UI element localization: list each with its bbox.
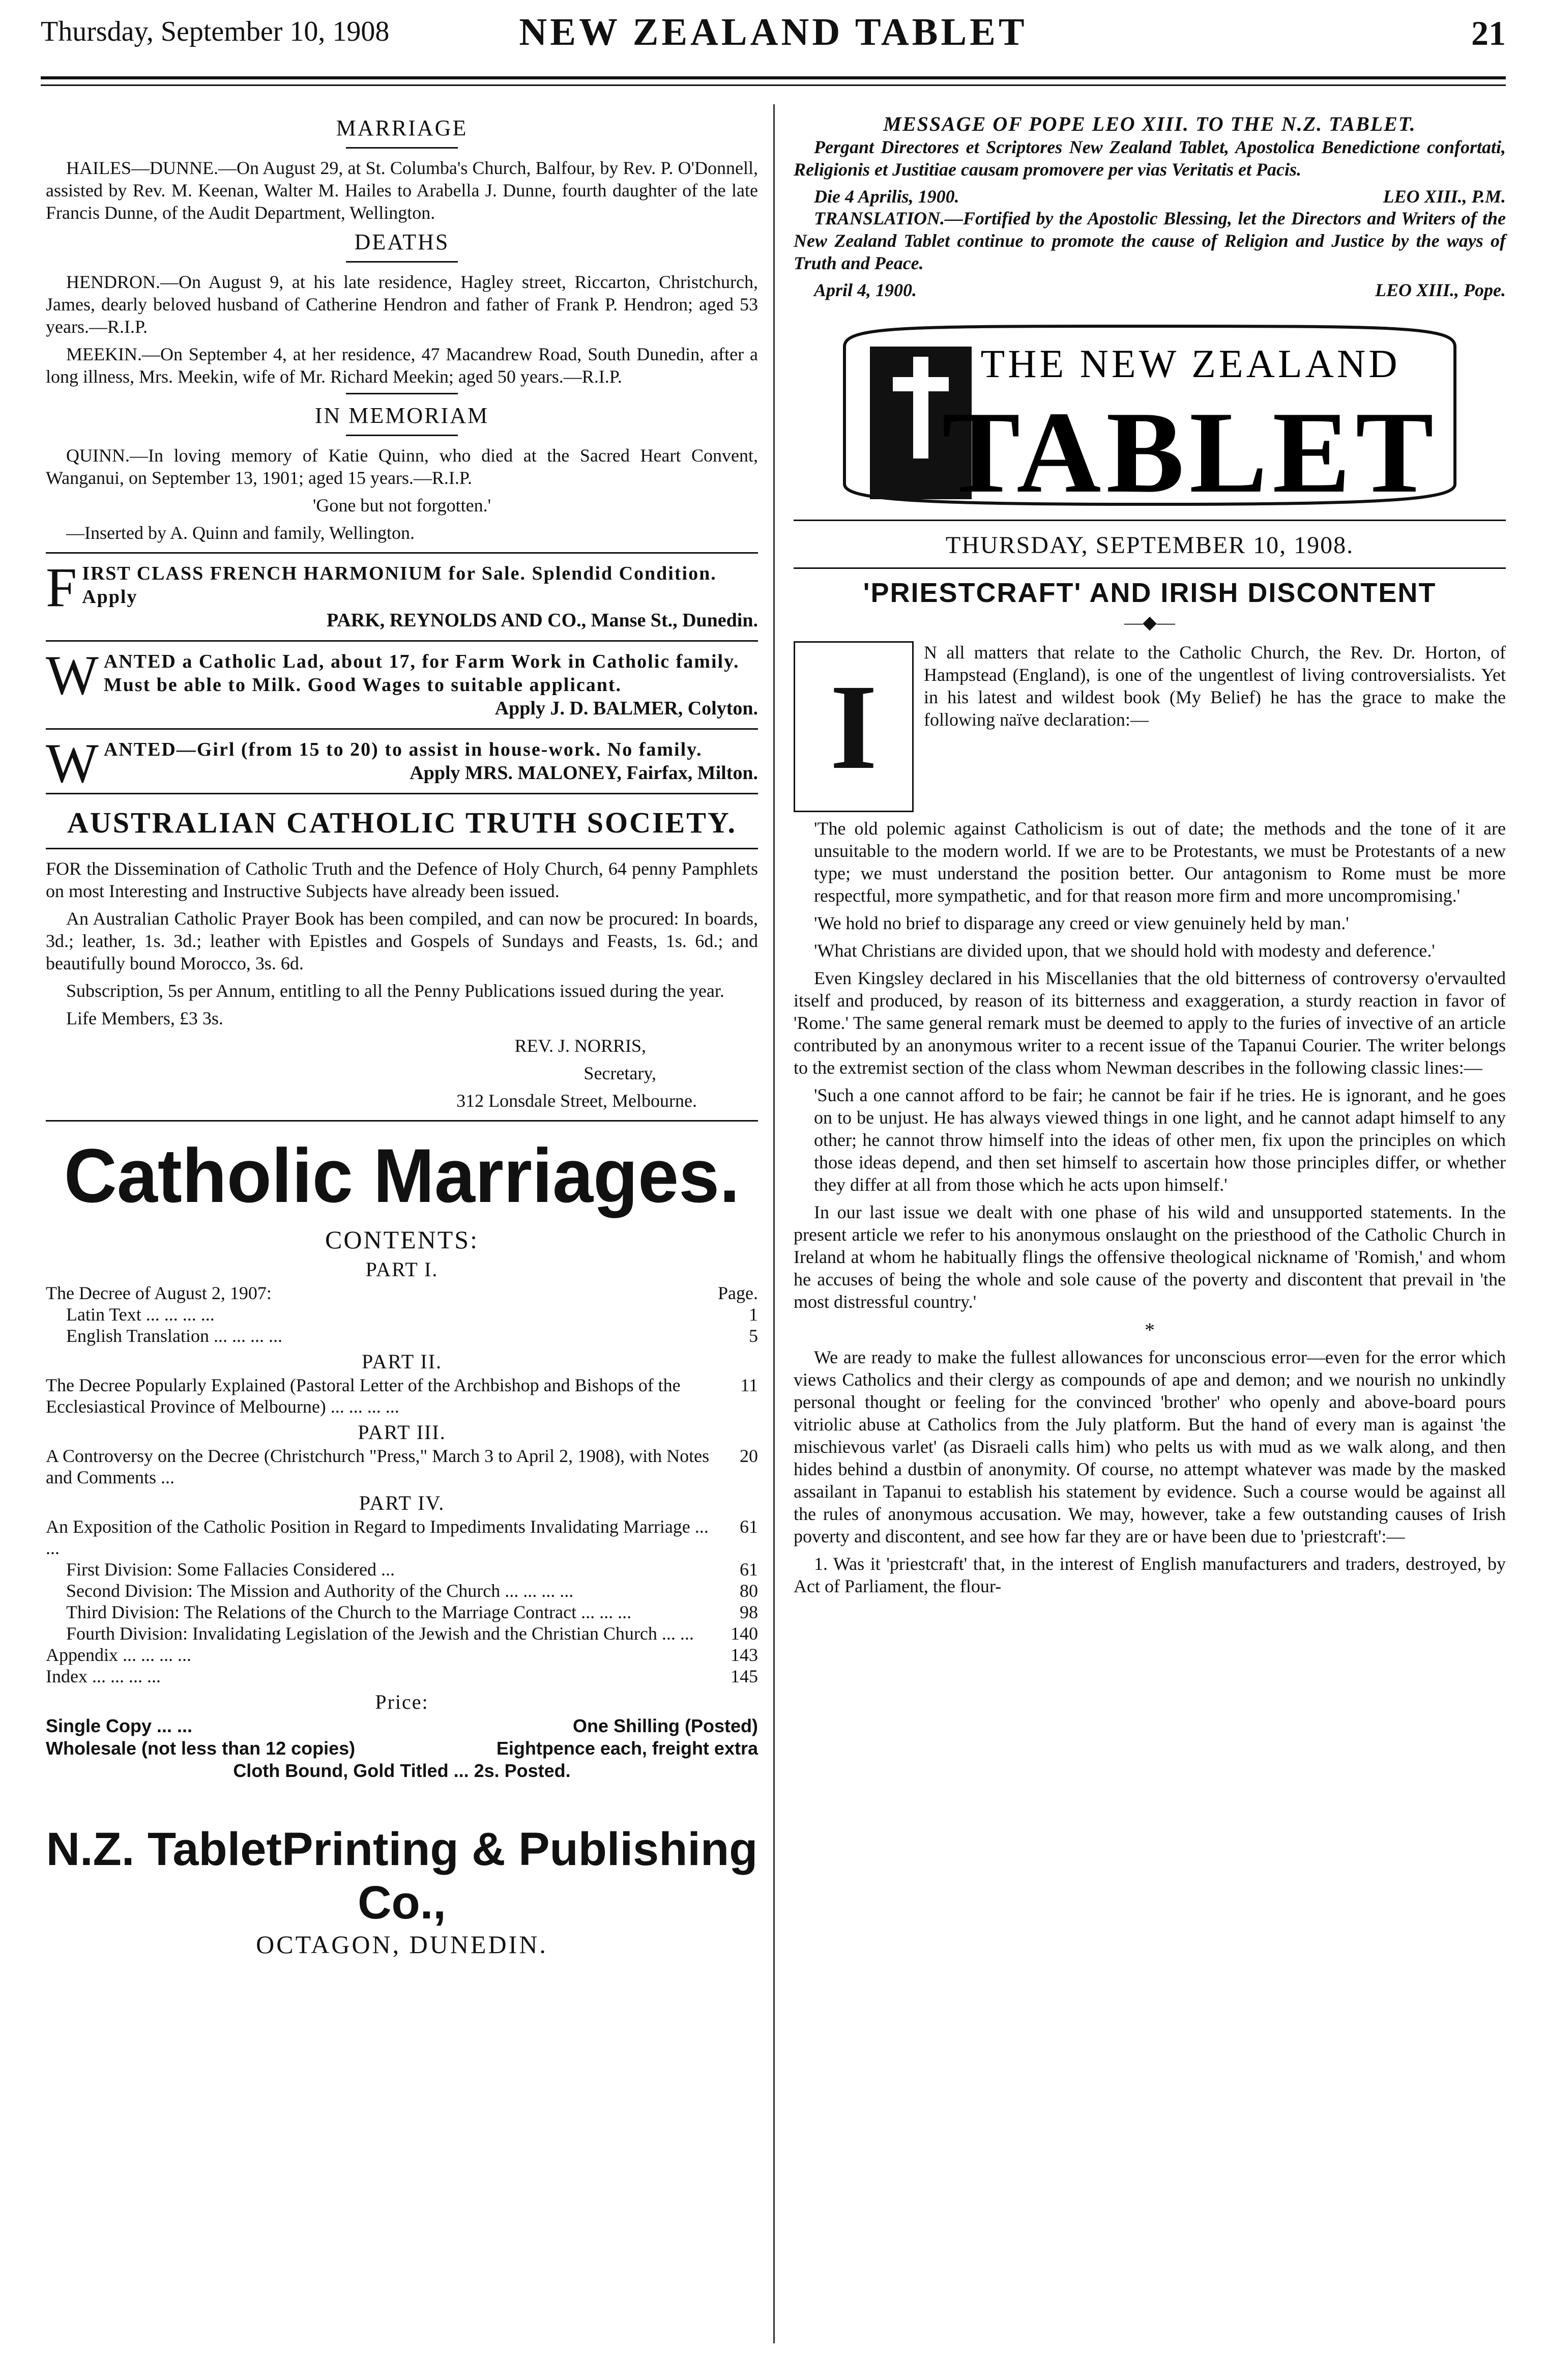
price-label: Cloth Bound, Gold Titled ... 2s. Posted.	[233, 1760, 571, 1781]
divider	[794, 567, 1506, 569]
ornament-divider: —◆—	[1124, 612, 1175, 633]
page-header	[41, 10, 1506, 71]
ad-signature: Apply MRS. MALONEY, Fairfax, Milton.	[410, 762, 758, 784]
contents-entry: Index ... ... ... ...	[46, 1666, 161, 1686]
contents-page: 1	[749, 1304, 758, 1325]
divider	[46, 1120, 758, 1122]
logo-main-text: TABLET	[942, 387, 1439, 509]
printer-name: N.Z. TabletPrinting & Publishing Co.,	[46, 1823, 758, 1929]
divider	[46, 793, 758, 794]
contents-page: 5	[749, 1326, 758, 1346]
marriage-heading: MARRIAGE	[336, 116, 468, 140]
price-row	[46, 1760, 758, 1782]
memoriam-notice: QUINN.—In loving memory of Katie Quinn, who died at the Sacred Heart Convent, Wanganui, on September 13, 1901; aged 15 years.—R.I.P.	[46, 445, 758, 488]
price-value: One Shilling (Posted)	[572, 1715, 758, 1736]
contents-entry: Latin Text ... ... ... ...	[66, 1304, 215, 1325]
contents-page: 61	[740, 1516, 758, 1537]
pope-message-title: MESSAGE OF POPE LEO XIII. TO THE N.Z. TABLET.	[883, 112, 1416, 135]
catholic-marriages-title: Catholic Marriages.	[64, 1133, 740, 1218]
actc-paragraph: An Australian Catholic Prayer Book has been compiled, and can now be procured: In boards, 3d.; leather, 1s. 3d.; leather with Epistles and Gospels of Sundays and Feasts, 1s. 6d.; and beautifully bound Morocco, 3s. 6d.	[46, 908, 758, 973]
classified-ad	[46, 556, 758, 632]
divider	[46, 552, 758, 554]
article-quote: 'We hold no brief to disparage any creed or view genuinely held by man.'	[814, 913, 1349, 933]
contents-entry: First Division: Some Fallacies Considered ...	[66, 1559, 395, 1580]
article-quote: 'The old polemic against Catholicism is out of date; the methods and the tone of it are unsuitable to the modern world. If we are to be Protestants, we must be Protestants of a new type; we must understand the position better. Our antagonism to Rome must be more respectful, more sympathetic, and for that reason more firm and more uncompromising.'	[814, 818, 1506, 906]
actc-signature: REV. J. NORRIS,	[514, 1036, 646, 1056]
pope-message-date: Die 4 Aprilis, 1900.	[814, 186, 959, 207]
contents-heading: CONTENTS:	[325, 1225, 479, 1254]
article-title: 'PRIESTCRAFT' AND IRISH DISCONTENT	[863, 578, 1437, 608]
contents-entry: Fourth Division: Invalidating Legislation of the Jewish and the Christian Church ... ...	[66, 1623, 694, 1644]
contents-page: 98	[740, 1602, 758, 1622]
section-asterisk: *	[1145, 1318, 1155, 1341]
ad-text: ANTED—Girl (from 15 to 20) to assist in house-work. No family.	[103, 739, 703, 760]
contents-row	[46, 1304, 758, 1325]
contents-row	[46, 1644, 758, 1666]
tablet-logo-graphic	[804, 316, 1496, 509]
issue-dateline: THURSDAY, SEPTEMBER 10, 1908.	[945, 532, 1354, 559]
page-number: 21	[1471, 14, 1506, 52]
classified-ad	[46, 644, 758, 720]
memoriam-inserted: —Inserted by A. Quinn and family, Wellington.	[66, 523, 415, 543]
contents-page: 20	[740, 1446, 758, 1466]
ad-text: IRST CLASS FRENCH HARMONIUM for Sale. Splendid Condition. Apply	[82, 563, 717, 608]
actc-address: 312 Lonsdale Street, Melbourne.	[456, 1091, 697, 1111]
classified-ad	[46, 732, 758, 794]
death-notice: HENDRON.—On August 9, at his late residence, Hagley street, Riccarton, Christchurch, James, dearly beloved husband of Catherine Hendron and father of Frank P. Hendron; aged 53 years.—R.I.P.	[46, 272, 758, 337]
price-row	[46, 1715, 758, 1737]
actc-paragraph: Life Members, £3 3s.	[66, 1008, 223, 1028]
contents-page: 61	[740, 1559, 758, 1580]
tablet-logo	[804, 316, 1496, 509]
article-paragraph: In our last issue we dealt with one phase of his wild and unsupported statements. In the present article we refer to his anonymous onslaught on the priesthood of the Catholic Church in Ireland at whom he habitually flings the offensive theological nickname of 'Romish,' and whom he accuses of being the whole and sole cause of the poverty and discontent that prevail in 'the most distressful country.'	[794, 1202, 1506, 1312]
contents-entry: Second Division: The Mission and Authority of the Church ... ... ... ...	[66, 1581, 574, 1601]
pope-message-signature: LEO XIII., Pope.	[1375, 280, 1506, 300]
logo-top-text: THE NEW ZEALAND	[980, 341, 1401, 386]
column-separator	[773, 104, 775, 2343]
ad-initial: F	[46, 556, 77, 618]
page-column-label: Page.	[718, 1283, 758, 1303]
contents-entry: The Decree Popularly Explained (Pastoral Letter of the Archbishop and Bishops of the Ecclesiastical Province of Melbourne) ... ... ... ...	[46, 1375, 681, 1417]
divider	[46, 640, 758, 642]
ad-initial: W	[46, 732, 99, 794]
logo-cross-bar	[893, 377, 949, 391]
header-rule	[41, 76, 1506, 79]
contents-entry: Third Division: The Relations of the Church to the Marriage Contract ... ... ...	[66, 1602, 632, 1622]
divider	[794, 520, 1506, 521]
contents-row	[46, 1325, 758, 1346]
article-quote: 'What Christians are divided upon, that we should hold with modesty and deference.'	[814, 940, 1435, 961]
memoriam-quote: 'Gone but not forgotten.'	[312, 495, 491, 515]
contents-row	[46, 1666, 758, 1687]
death-notice: MEEKIN.—On September 4, at her residence, 47 Macandrew Road, South Dunedin, after a long illness, Mrs. Meekin, wife of Mr. Richard Meekin; aged 50 years.—R.I.P.	[46, 344, 758, 387]
divider	[346, 261, 458, 263]
pope-message-translation: TRANSLATION.—Fortified by the Apostolic Blessing, let the Directors and Writers of the New Zealand Tablet continue to promote the cause of Religion and Justice by the ways of Truth and Peace.	[794, 208, 1506, 273]
header-date: Thursday, September 10, 1908	[41, 16, 390, 47]
ad-initial: W	[46, 644, 99, 706]
price-heading: Price:	[375, 1690, 429, 1713]
article-quote: 'Such a one cannot afford to be fair; he cannot be fair if he tries. He is ignorant, and he goes on to be unjust. He has always viewed things in one light, and he cannot adapt himself to any other; he cannot throw himself into the ideas of other men, fix upon the principles on which those ideas depend, and then set himself to ascertain how those principles differ, or whether they differ at all from those which he acts upon himself.'	[814, 1085, 1506, 1195]
header-rule-thin	[41, 84, 1506, 86]
article-paragraph: We are ready to make the fullest allowances for unconscious error—even for the error which views Catholics and their clergy as compounds of ape and demon; and we nourish no unkindly personal thought or feeling for the convinced 'brother' who openly and above-board pours vitriolic abuse at Catholics from the July platform. But the hand of every man is against 'the mischievous varlet' (as Disraeli calls him) who pelts us with mud as we walk along, and then hides behind a dustbin of anonymity. Of course, no attempt whatever was made by the masked assailant in Tapanui to establish his statement by evidence. Such a course would be against all the rules of anonymous accusation. We may, however, take a few outstanding causes of Irish poverty and discontent, and see how far they are or have been due to 'priestcraft':—	[794, 1347, 1506, 1546]
contents-entry: The Decree of August 2, 1907:	[46, 1283, 272, 1303]
actc-title: AUSTRALIAN CATHOLIC TRUTH SOCIETY.	[67, 806, 737, 839]
right-column	[794, 112, 1506, 1602]
price-label: Wholesale (not less than 12 copies)	[46, 1738, 356, 1759]
ad-text: ANTED a Catholic Lad, about 17, for Farm Work in Catholic family. Must be able to Milk. Good Wages to suitable applicant.	[103, 651, 740, 696]
article-body	[794, 641, 1506, 1597]
price-label: Single Copy ... ...	[46, 1715, 193, 1736]
contents-entry: English Translation ... ... ... ...	[66, 1326, 283, 1346]
pope-message-latin: Pergant Directores et Scriptores New Zealand Tablet, Apostolica Benedictione confortati, Religionis et Justitiae causam promovere per vias Veritatis et Pacis.	[794, 137, 1506, 180]
actc-signature: Secretary,	[584, 1063, 656, 1083]
divider	[346, 147, 458, 149]
article-paragraph: 1. Was it 'priestcraft' that, in the interest of English manufacturers and traders, destroyed, by Act of Parliament, the flour-	[794, 1554, 1506, 1596]
contents-row	[46, 1282, 758, 1304]
contents-row	[46, 1601, 758, 1623]
ad-signature: Apply J. D. BALMER, Colyton.	[494, 698, 758, 719]
contents-page: 80	[740, 1581, 758, 1601]
contents-row	[46, 1374, 758, 1417]
price-row	[46, 1737, 758, 1760]
contents-page: 143	[731, 1645, 758, 1665]
deaths-heading: DEATHS	[354, 230, 450, 254]
memoriam-heading: IN MEMORIAM	[314, 403, 489, 428]
contents-entry: Appendix ... ... ... ...	[46, 1645, 191, 1665]
article-paragraph: N all matters that relate to the Catholic Church, the Rev. Dr. Horton, of Hampstead (England), is one of the ungentlest of living controversialists. Yet in his latest and wildest book (My Belief) he has the grace to make the following naïve declaration:—	[924, 642, 1506, 730]
contents-entry: A Controversy on the Decree (Christchurch "Press," March 3 to April 2, 1908), with Notes and Comments ...	[46, 1446, 710, 1487]
price-value: Eightpence each, freight extra	[496, 1738, 758, 1759]
masthead-title: NEW ZEALAND TABLET	[519, 11, 1028, 53]
logo-cross-icon	[913, 357, 928, 458]
contents-row	[46, 1580, 758, 1601]
contents-row	[46, 1623, 758, 1644]
divider	[346, 435, 458, 436]
divider	[346, 393, 458, 394]
part-heading: PART III.	[358, 1421, 446, 1444]
actc-paragraph: FOR the Dissemination of Catholic Truth and the Defence of Holy Church, 64 penny Pamphlets on most Interesting and Instructive Subjects have already been issued.	[46, 858, 758, 901]
pope-message-signature: LEO XIII., P.M.	[1383, 186, 1506, 207]
left-column	[46, 112, 758, 1959]
pope-message-dateline	[794, 186, 1506, 207]
marriage-notice: HAILES—DUNNE.—On August 29, at St. Columba's Church, Balfour, by Rev. P. O'Donnell, assisted by Rev. M. Keenan, Walter M. Hailes to Arabella J. Dunne, fourth daughter of the late Francis Dunne, of the Audit Department, Wellington.	[46, 158, 758, 223]
contents-page: 11	[740, 1375, 758, 1395]
contents-entry: An Exposition of the Catholic Position in Regard to Impediments Invalidating Marriage ... ...	[46, 1516, 709, 1558]
contents-page: 140	[731, 1623, 758, 1644]
actc-paragraph: Subscription, 5s per Annum, entitling to all the Penny Publications issued during the year.	[66, 981, 724, 1001]
contents-row	[46, 1559, 758, 1580]
printer-address: OCTAGON, DUNEDIN.	[256, 1930, 548, 1959]
contents-row	[46, 1516, 758, 1559]
part-heading: PART II.	[361, 1350, 443, 1373]
part-heading: PART IV.	[359, 1492, 445, 1514]
ornamental-initial: I	[794, 641, 914, 812]
divider	[46, 728, 758, 730]
contents-row	[46, 1445, 758, 1488]
pope-message-date: April 4, 1900.	[814, 280, 917, 300]
pope-message-dateline	[794, 279, 1506, 301]
divider	[46, 848, 758, 849]
part-heading: PART I.	[365, 1258, 439, 1281]
ad-signature: PARK, REYNOLDS AND CO., Manse St., Dunedin.	[326, 610, 758, 631]
contents-page: 145	[731, 1666, 758, 1686]
article-paragraph: Even Kingsley declared in his Miscellanies that the old bitterness of controversy o'ervaulted itself and produced, by reason of its bitterness and exaggeration, a sturdy reaction in favor of 'Rome.' The same general remark must be deemed to apply to the furies of invective of an article contributed by an anonymous writer to a recent issue of the Tapanui Courier. The writer belongs to the extremist section of the class whom Newman describes in the following classic lines:—	[794, 968, 1506, 1078]
